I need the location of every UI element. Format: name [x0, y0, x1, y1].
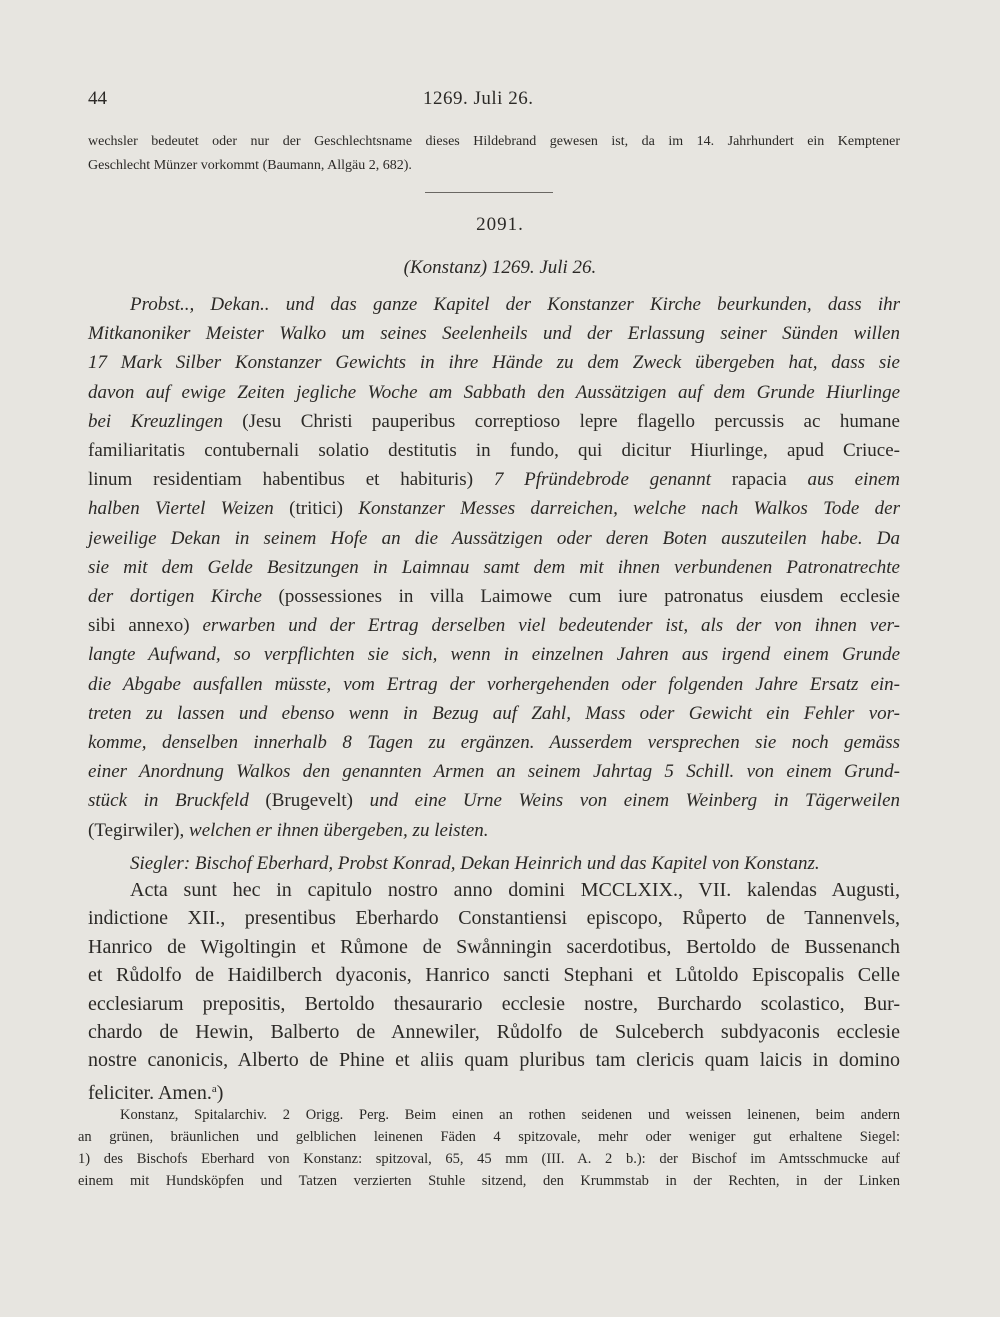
regest-roman-segment: familiaritatis contubernali solatio destitutis in fundo, qui dicitur Hiurlinge, apud Criuce-: [88, 440, 900, 462]
regest-line: [88, 378, 900, 407]
regest-italic-segment: Mitkanoniker Meister Walko um seines Seelenheils und der Erlassung seiner Sünden willen: [88, 323, 900, 345]
latin-line: chardo de Hewin, Balberto de Annewiler, Růdolfo de Sulceberch subdyaconis ecclesie: [88, 1021, 900, 1044]
latin-line: Acta sunt hec in capitulo nostro anno domini MCCLXIX., VII. kalendas Augusti,: [130, 879, 900, 901]
regest-line: [88, 553, 900, 582]
page-number: 44: [88, 88, 107, 109]
regest-italic-segment: komme, denselben innerhalb 8 Tagen zu ergänzen. Ausserdem versprechen sie noch gemäss: [88, 732, 900, 754]
regest-italic-segment: aus einem: [807, 469, 900, 491]
regest-italic-segment: einer Anordnung Walkos den genannten Armen an seinem Jahrtag 5 Schill. von einem Grund-: [88, 761, 900, 783]
regest-line: [88, 699, 900, 728]
note-line: Geschlecht Münzer vorkommt (Baumann, Allgäu 2, 682).: [88, 158, 412, 173]
regest-italic-segment: welchen er ihnen übergeben, zu leisten.: [189, 819, 489, 841]
regest-line: [88, 436, 900, 465]
regest-roman-segment: (Brugevelt): [248, 790, 370, 812]
latin-text: [88, 876, 900, 1107]
regest-italic-segment: sie mit dem Gelde Besitzungen in Laimnau samt dem mit ihnen verbundenen Patronatrechte: [88, 556, 900, 578]
regest-line: [88, 465, 900, 494]
regest-paragraph: [88, 290, 900, 845]
archival-notes: [78, 1104, 900, 1192]
note-line: wechsler bedeutet oder nur der Geschlechtsname dieses Hildebrand gewesen ist, da im 14. Jahrhundert ein Kemptener: [88, 134, 900, 149]
latin-line: ecclesiarum prepositis, Bertoldo thesaurario ecclesie nostre, Burchardo scolastico, Bur-: [88, 992, 900, 1015]
regest-roman-segment: linum residentiam habentibus et habituris): [88, 469, 494, 491]
sealer-line: [88, 849, 942, 878]
regest-roman-segment: rapacia: [710, 469, 808, 491]
running-head: 1269. Juli 26.: [423, 88, 534, 109]
regest-italic-segment: bei Kreuzlingen: [88, 410, 223, 432]
regest-line: [88, 319, 900, 348]
regest-italic-segment: Konstanzer Messes darreichen, welche nach Walkos Tode der: [358, 498, 900, 520]
regest-italic-segment: davon auf ewige Zeiten jegliche Woche am Sabbath den Aussätzigen auf dem Grunde Hiurlinge: [88, 381, 900, 403]
regest-roman-segment: (Jesu Christi pauperibus correptioso lepre flagello percussis ac humane: [222, 410, 900, 432]
latin-line: et Růdolfo de Haidilberch dyaconis, Hanrico sancti Stephani et Lůtoldo Episcopalis Celle: [88, 964, 900, 987]
latin-line: Hanrico de Wigoltingin et Růmone de Swånningin sacerdotibus, Bertoldo de Bussenanch: [88, 935, 900, 958]
regest-line: [88, 640, 900, 669]
closing-paren: ): [216, 1081, 224, 1104]
previous-footnote: [88, 130, 900, 178]
regest-line: [88, 786, 900, 815]
regest-line: [88, 494, 900, 523]
regest-italic-segment: erwarben und der Ertrag derselben viel bedeutender ist, als der von ihnen ver-: [202, 615, 900, 637]
regest-line: [88, 407, 900, 436]
regest-line: [88, 348, 900, 377]
regest-italic-segment: Probst.., Dekan.. und das ganze Kapitel der Konstanzer Kirche beurkunden, dass ihr: [130, 294, 900, 315]
regest-line: [88, 728, 900, 757]
regest-italic-segment: 17 Mark Silber Konstanzer Gewichts in ihre Hände zu dem Zweck übergeben hat, dass sie: [88, 352, 900, 374]
regest-italic-segment: 7 Pfründebrode genannt: [493, 469, 711, 491]
regest-italic-segment: und eine Urne Weins von einem Weinberg in Tägerweilen: [369, 790, 901, 812]
latin-line-last: [88, 1075, 900, 1107]
document-date: (Konstanz) 1269. Juli 26.: [403, 257, 597, 278]
regest-line: [88, 524, 900, 553]
regest-roman-segment: (possessiones in villa Laimowe cum iure patronatus eiusdem ecclesie: [261, 586, 900, 608]
regest-italic-segment: die Abgabe ausfallen müsste, vom Ertrag der vorhergehenden oder folgenden Jahre Ersatz ein-: [88, 673, 900, 695]
regest-italic-segment: halben Viertel Weizen: [88, 498, 274, 520]
regest-italic-segment: der dortigen Kirche: [88, 586, 262, 608]
regest-line: [88, 816, 900, 845]
sealer-text: Siegler: Bischof Eberhard, Probst Konrad, Dekan Heinrich und das Kapitel von Konstanz.: [130, 853, 820, 874]
regest-italic-segment: jeweilige Dekan in seinem Hofe an die Aussätzigen oder deren Boten auszuteilen habe. Da: [88, 527, 900, 549]
latin-line: nostre canonicis, Alberto de Phine et aliis quam pluribus tam clericis quam laicis in domino: [88, 1049, 900, 1072]
regest-line: [88, 290, 900, 319]
regest-italic-segment: langte Aufwand, so verpflichten sie sich, wenn in einzelnen Jahren aus irgend einem Grunde: [88, 644, 900, 666]
regest-italic-segment: treten zu lassen und ebenso wenn in Bezug auf Zahl, Mass oder Gewicht ein Fehler vor-: [88, 702, 900, 724]
latin-line: feliciter. Amen.: [88, 1081, 212, 1104]
note-line: Konstanz, Spitalarchiv. 2 Origg. Perg. Beim einen an rothen seidenen und weissen leinenen, beim andern: [120, 1107, 900, 1123]
latin-line: indictione XII., presentibus Eberhardo Constantiensi episcopo, Růperto de Tannenvels,: [88, 907, 900, 930]
regest-roman-segment: sibi annexo): [88, 615, 203, 637]
document-number: 2091.: [476, 214, 524, 235]
note-line: 1) des Bischofs Eberhard von Konstanz: spitzoval, 65, 45 mm (III. A. 2 b.): der Bischof im Amtsschmucke auf: [78, 1151, 900, 1167]
note-line: an grünen, bräunlichen und gelblichen leinenen Fäden 4 spitzovale, mehr oder weniger gut erhaltene Siegel:: [78, 1129, 900, 1145]
regest-line: [88, 582, 900, 611]
regest-roman-segment: (tritici): [273, 498, 359, 520]
footnote-mark: a: [211, 1082, 217, 1095]
section-divider: [425, 192, 553, 193]
regest-roman-segment: (Tegirwiler),: [88, 819, 190, 841]
page-header: [88, 88, 900, 118]
regest-line: [88, 611, 900, 640]
regest-italic-segment: stück in Bruckfeld: [88, 790, 249, 812]
note-line: einem mit Hundsköpfen und Tatzen verzierten Stuhle sitzend, den Krummstab in der Rechten, in der Linken: [78, 1173, 900, 1189]
regest-line: [88, 757, 900, 786]
regest-line: [88, 670, 900, 699]
